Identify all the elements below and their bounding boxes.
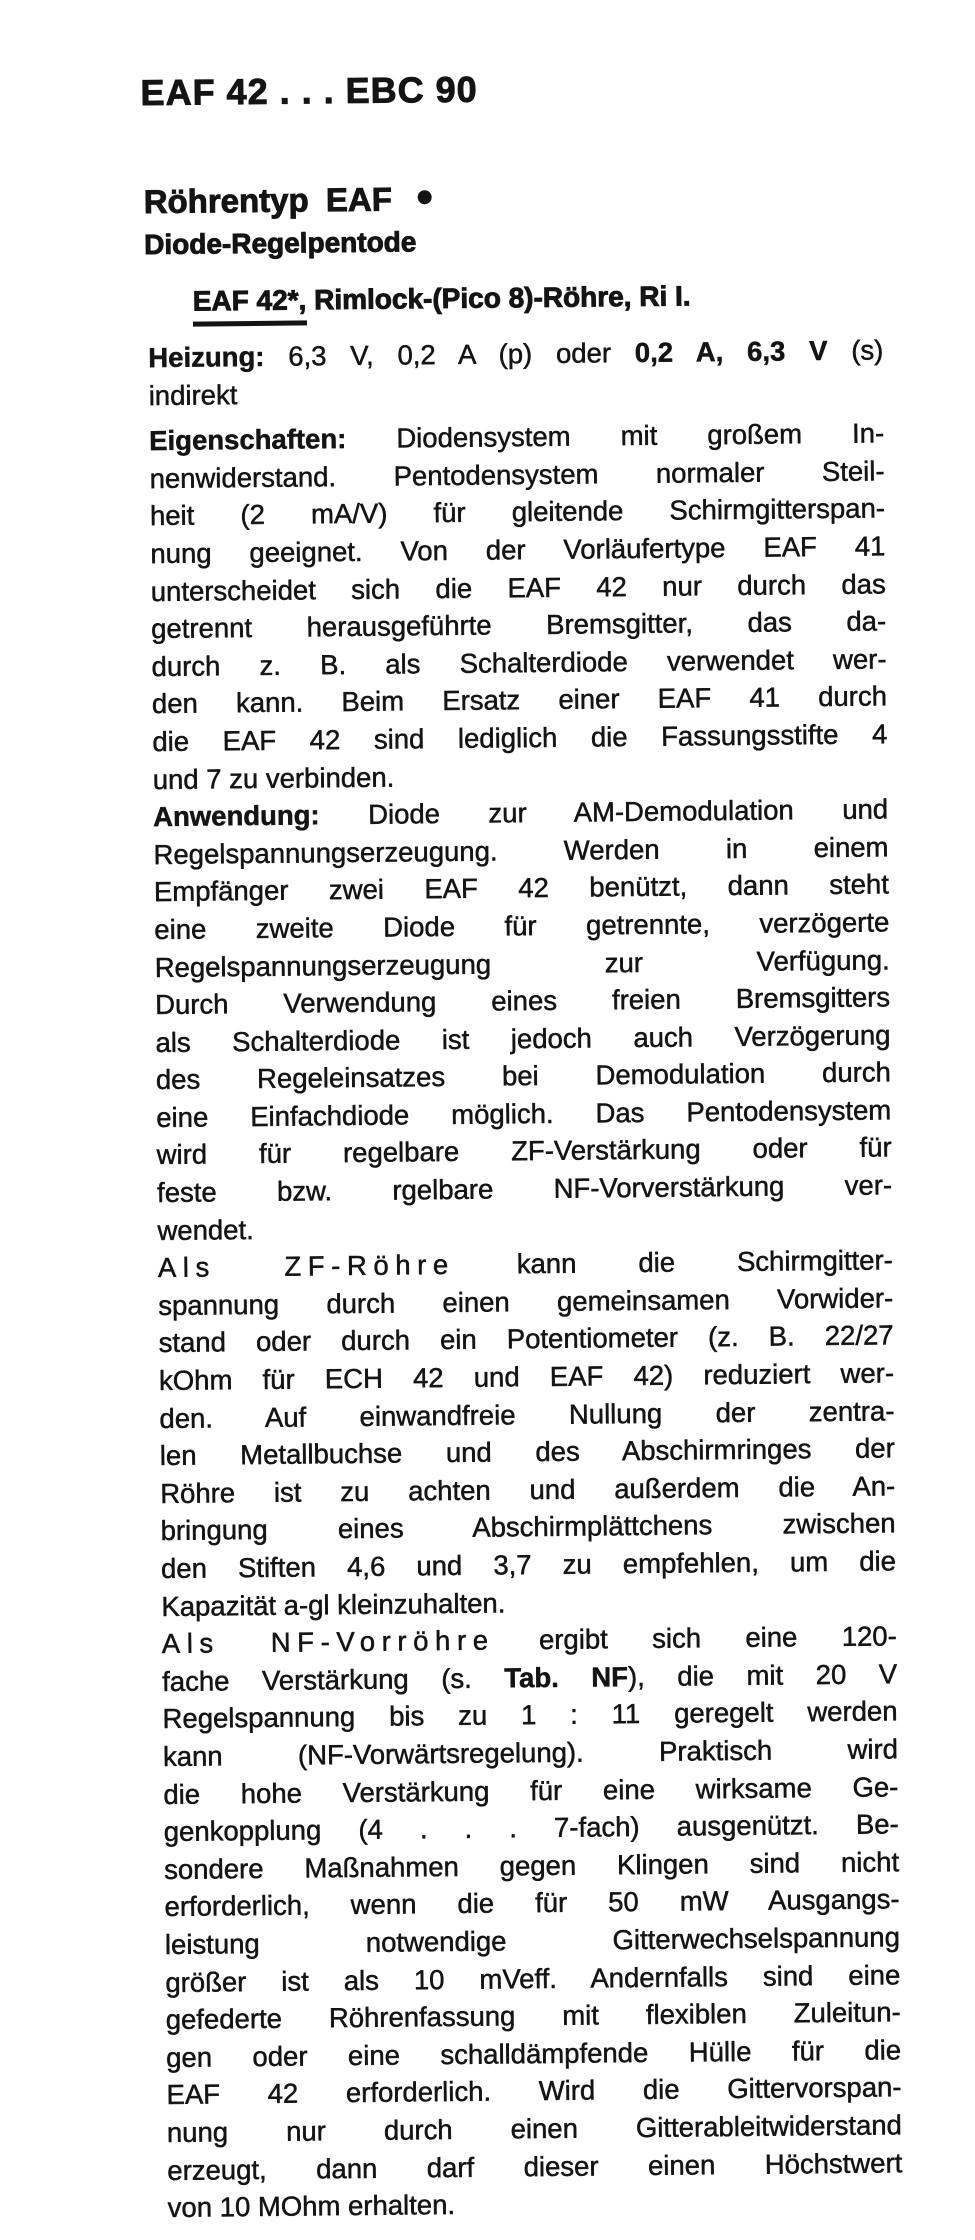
eigenschaften-paragraph	[149, 415, 888, 799]
text: ), die mit 20 V	[627, 1658, 898, 1692]
bold-text: Heizung:	[148, 340, 265, 374]
text: Diode zur AM-Demodulation und	[319, 793, 889, 831]
text: den kann. Beim Ersatz einer EAF 41 durch	[151, 680, 888, 720]
text: größer ist als 10 mVeff. Andernfalls sind eine	[165, 1958, 901, 1998]
text: wird für regelbare ZF-Verstärkung oder für	[156, 1131, 892, 1171]
text: fache Verstärkung (s.	[162, 1662, 505, 1697]
text: den Stiften 4,6 und 3,7 zu empfehlen, um die	[160, 1545, 897, 1585]
text: genkopplung (4 . . . 7-fach) ausgenützt. Be-	[163, 1808, 899, 1848]
text: den. Auf einwandfreie Nullung der zentra-	[159, 1394, 895, 1434]
bullet-icon	[418, 190, 432, 204]
text: ergibt sich eine 120-	[494, 1620, 897, 1656]
text: len Metallbuchse und des Abschirmringes der	[159, 1432, 895, 1472]
text-line	[148, 331, 883, 376]
text-line	[167, 2144, 902, 2189]
text: bringung eines Abschirmplättchens zwischen	[160, 1507, 896, 1547]
text: Röhre ist zu achten und außerdem die An-	[160, 1470, 896, 1509]
section-heading-label: Röhrentyp EAF	[143, 180, 393, 221]
text: nung nur durch einen Gitterableitwiderstand	[166, 2109, 903, 2148]
subheading: Diode-Regelpentode	[143, 226, 417, 261]
text: und 7 zu verbinden.	[152, 761, 395, 795]
text: kann die Schirmgitter-	[454, 1244, 893, 1281]
text: von 10 MOhm erhalten.	[167, 2189, 456, 2224]
text: Regelspannungserzeugung zur Verfügung.	[154, 943, 890, 983]
text: Durch Verwendung eines freien Bremsgitters	[154, 981, 891, 1021]
text: nung geeignet. Von der Vorläufertype EAF 41	[150, 530, 886, 570]
text: erforderlich, wenn die für 50 mW Ausgangs-	[164, 1883, 900, 1923]
letterspaced-text: Als NF-Vorröhre	[161, 1624, 495, 1660]
text: als Schalterdiode ist jedoch auch Verzögerung	[155, 1019, 891, 1058]
text: gefederte Röhrenfassung mit flexiblen Zuleitun-	[165, 1996, 901, 2036]
bold-text: 0,2 A, 6,3 V	[634, 334, 828, 368]
text: Regelspannungserzeugung. Werden in einem	[153, 831, 889, 870]
text: eine zweite Diode für getrennte, verzögerte	[154, 906, 890, 945]
text: kann (NF-Vorwärtsregelung). Praktisch wird	[162, 1733, 899, 1772]
text: sondere Maßnahmen gegen Klingen sind nicht	[163, 1846, 900, 1885]
text: Diodensystem mit großem In-	[346, 417, 885, 455]
bold-text: Eigenschaften:	[149, 423, 347, 457]
text-line	[161, 1542, 896, 1587]
text: Regelspannung bis zu 1 : 11 geregelt werden	[162, 1695, 898, 1735]
tube-type-line	[193, 279, 691, 326]
text: (s)	[827, 334, 884, 366]
text: nenwiderstand. Pentodensystem normaler Steil-	[149, 455, 885, 494]
text: EAF 42 erforderlich. Wird die Gittervorspan-	[166, 2071, 902, 2111]
text: unterscheidet sich die EAF 42 nur durch das	[150, 567, 886, 607]
text: spannung durch einen gemeinsamen Vorwider-	[158, 1282, 894, 1321]
text: die hohe Verstärkung für eine wirksame Ge-	[163, 1770, 899, 1810]
text: gen oder eine schalldämpfende Hülle für die	[165, 2034, 902, 2073]
text: wendet.	[157, 1213, 254, 1246]
text-line	[152, 715, 887, 760]
text-line	[168, 2181, 903, 2226]
body-text	[148, 331, 903, 2226]
text: indirekt	[148, 378, 238, 411]
heating-paragraph	[148, 331, 884, 414]
text: die EAF 42 sind lediglich die Fassungsstifte 4	[152, 718, 888, 758]
section-heading	[144, 180, 433, 221]
text-line	[157, 1166, 892, 1211]
nf-vorroehre-paragraph	[162, 1618, 903, 2227]
text: feste bzw. rgelbare NF-Vorverstärkung ver-	[156, 1169, 893, 1209]
text: stand oder durch ein Potentiometer (z. B. 22/27	[158, 1319, 894, 1359]
text: eine Einfachdiode möglich. Das Pentodensystem	[156, 1094, 892, 1133]
text: heit (2 mA/V) für gleitende Schirmgitterspan-	[149, 492, 886, 532]
tube-description: Rimlock-(Pico 8)-Röhre, Ri I.	[306, 280, 691, 316]
text: 6,3 V, 0,2 A (p) oder	[264, 336, 635, 372]
text: Kapazität a-gl kleinzuhalten.	[161, 1587, 506, 1622]
zf-roehre-paragraph	[158, 1242, 897, 1626]
bold-text: Tab. NF	[504, 1660, 629, 1694]
text: erzeugt, dann darf dieser einen Höchstwert	[167, 2146, 903, 2186]
anwendung-paragraph	[153, 790, 893, 1249]
text: kOhm für ECH 42 und EAF 42) reduziert wer-	[158, 1357, 895, 1397]
text: durch z. B. als Schalterdiode verwendet wer-	[151, 643, 887, 682]
page-title: EAF 42 . . . EBC 90	[140, 68, 478, 114]
text: des Regeleinsatzes bei Demodulation durch	[155, 1056, 892, 1096]
text-line	[149, 369, 884, 414]
text: Empfänger zwei EAF 42 benützt, dann steht	[153, 868, 890, 908]
bold-text: Anwendung:	[152, 799, 320, 833]
tube-name-underlined: EAF 42*,	[193, 283, 307, 326]
letterspaced-text: Als ZF-Röhre	[157, 1249, 456, 1284]
text: leistung notwendige Gitterwechselspannung	[164, 1921, 901, 1960]
text: getrennt herausgeführte Bremsgitter, das da-	[151, 605, 887, 645]
